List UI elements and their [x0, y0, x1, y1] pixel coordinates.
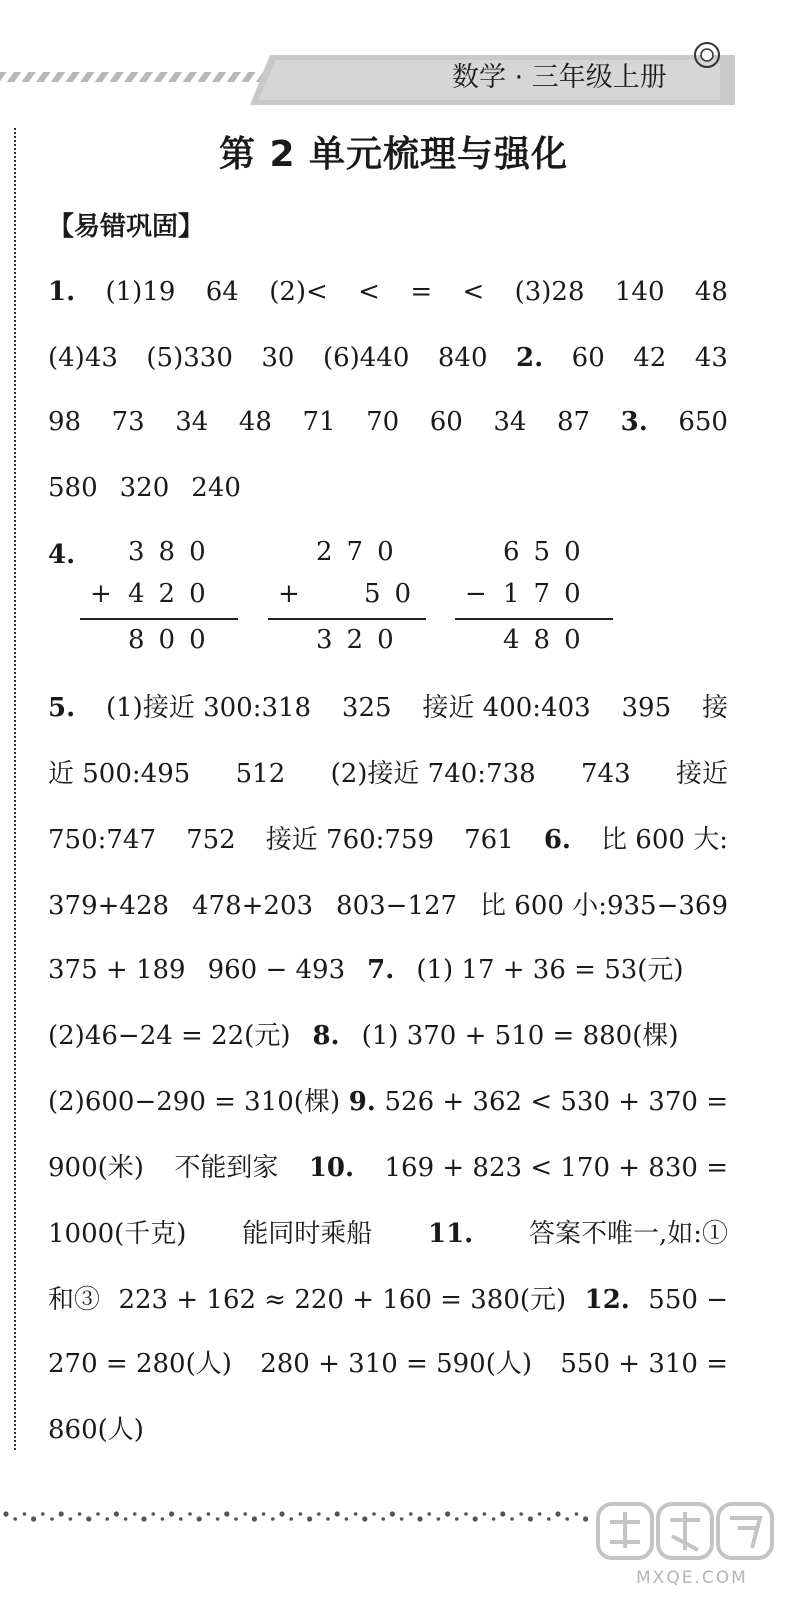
answer-text: 接近 760:759 — [265, 825, 435, 855]
decor-dot — [13, 1517, 17, 1521]
decor-dot — [483, 1512, 487, 1516]
decor-dot — [510, 1517, 514, 1521]
answer-text: 接 — [701, 693, 728, 723]
decor-dot — [133, 1512, 137, 1516]
answer-text: 960 − 493 — [207, 955, 346, 985]
answer-text: (2)600−290 = 310(棵) — [48, 1087, 341, 1117]
answer-text: 750:747 — [48, 825, 157, 855]
decor-dot — [400, 1517, 404, 1521]
decor-dot — [372, 1512, 376, 1516]
calc-top: 270 — [316, 537, 408, 567]
decor-dot — [216, 1517, 220, 1521]
answer-text: 比 600 大: — [601, 825, 728, 855]
decor-dot — [179, 1517, 183, 1521]
question-number: 7. — [367, 955, 395, 985]
decor-dot — [390, 1511, 395, 1516]
answer-line — [48, 1014, 728, 1058]
decor-dot — [417, 1516, 422, 1521]
answer-text: 70 — [366, 407, 400, 437]
answer-text: (5)330 — [146, 343, 233, 373]
decor-dot — [547, 1517, 551, 1521]
decor-dot — [279, 1511, 284, 1516]
question-number: 11. — [427, 1219, 474, 1249]
decor-dot — [538, 1512, 542, 1516]
answer-line — [48, 686, 728, 730]
answer-text: (6)440 — [322, 343, 410, 373]
answer-text: 223 + 162 ≈ 220 + 160 = 380(元) — [118, 1285, 567, 1315]
question-number: 3. — [620, 407, 648, 437]
question-number: 1. — [48, 277, 76, 307]
answer-text: 接近 400:403 — [422, 693, 591, 723]
answer-text: 1000(千克) — [48, 1219, 187, 1249]
calc-result: 320 — [316, 625, 408, 655]
decor-dot — [161, 1517, 165, 1521]
answer-line — [48, 1146, 728, 1190]
answer-text: 395 — [621, 693, 672, 723]
vertical-calc-3 — [455, 532, 615, 662]
answer-line — [48, 948, 728, 992]
decor-dot — [114, 1511, 119, 1516]
decor-dot — [141, 1516, 146, 1521]
answer-text: 512 — [235, 759, 286, 789]
question-number: 12. — [584, 1285, 630, 1315]
decor-dot — [207, 1512, 211, 1516]
decor-dot — [445, 1511, 450, 1516]
answer-text: 接近 — [675, 759, 728, 789]
answer-text: 73 — [111, 407, 145, 437]
answer-text: 580 — [48, 473, 98, 503]
decor-dot — [583, 1516, 588, 1521]
answer-text: 650 — [678, 407, 728, 437]
decor-dot — [69, 1517, 73, 1521]
decor-dot — [455, 1517, 459, 1521]
answer-text: (2)< — [269, 277, 328, 307]
answer-text: < — [358, 277, 380, 307]
answer-text: 不能到家 — [174, 1153, 279, 1183]
answer-line — [48, 466, 728, 510]
answer-text: 比 600 小:935−369 — [480, 891, 728, 921]
decor-dot — [409, 1512, 413, 1516]
answer-text: 能同时乘船 — [242, 1219, 373, 1249]
answer-text: (1)接近 300:318 — [105, 693, 312, 723]
decor-dot — [271, 1517, 275, 1521]
calc-operator: − — [465, 579, 501, 609]
decor-dot — [427, 1512, 431, 1516]
decor-dot — [169, 1511, 174, 1516]
decor-dot — [23, 1512, 27, 1516]
answer-text: 325 — [341, 693, 392, 723]
decor-dot — [124, 1517, 128, 1521]
decor-dot — [151, 1512, 155, 1516]
decor-dot — [565, 1517, 569, 1521]
decor-dot — [317, 1512, 321, 1516]
decor-dot — [519, 1512, 523, 1516]
answer-text: (3)28 — [514, 277, 585, 307]
answer-text: 526 + 362 < 530 + 370 = — [384, 1087, 728, 1117]
answer-line — [48, 1212, 728, 1256]
calc-operator: + — [90, 579, 126, 609]
answer-text: 48 — [238, 407, 272, 437]
answer-text: 860(人) — [48, 1415, 144, 1445]
answer-text: 71 — [302, 407, 336, 437]
calc-result: 480 — [503, 625, 595, 655]
answer-text: (2)接近 740:738 — [330, 759, 536, 789]
answer-text: 240 — [191, 473, 241, 503]
answer-text: 840 — [437, 343, 488, 373]
answer-line — [48, 1080, 728, 1124]
answer-line — [48, 1342, 728, 1386]
decor-dot — [3, 1511, 8, 1516]
decor-dot — [105, 1517, 109, 1521]
answer-text: 743 — [581, 759, 631, 789]
decor-dot — [473, 1516, 478, 1521]
answer-text: 48 — [694, 277, 728, 307]
question-number: 5. — [48, 693, 76, 723]
answer-text: 98 — [48, 407, 82, 437]
decor-dot — [528, 1516, 533, 1521]
decor-dot — [31, 1516, 36, 1521]
answer-text: 64 — [205, 277, 239, 307]
calc-bottom: 50 — [364, 579, 426, 609]
question-number: 6. — [543, 825, 571, 855]
answer-text: 761 — [464, 825, 514, 855]
decor-dot — [86, 1516, 91, 1521]
answer-line — [48, 1408, 728, 1452]
calc-top: 650 — [503, 537, 595, 567]
question-number: 10. — [308, 1153, 355, 1183]
question-number: 9. — [348, 1087, 376, 1117]
decor-dot — [234, 1517, 238, 1521]
answer-text: 803−127 — [336, 891, 458, 921]
decor-dot — [262, 1512, 266, 1516]
calc-result: 800 — [128, 625, 220, 655]
decor-dot — [500, 1511, 505, 1516]
answer-text: 169 + 823 < 170 + 830 = — [384, 1153, 728, 1183]
decor-dot — [326, 1517, 330, 1521]
answer-text: = — [410, 277, 433, 307]
answer-text: (1) 370 + 510 = 880(棵) — [361, 1021, 679, 1051]
answer-text: 43 — [694, 343, 728, 373]
decor-dot — [59, 1511, 64, 1516]
decor-dot — [289, 1517, 293, 1521]
answer-text: 320 — [119, 473, 170, 503]
question-number: 8. — [312, 1021, 340, 1051]
decor-dot — [307, 1516, 312, 1521]
decor-dot — [381, 1517, 385, 1521]
decor-dot — [492, 1517, 496, 1521]
decor-dot — [78, 1512, 82, 1516]
answer-text: 30 — [261, 343, 295, 373]
answer-line — [48, 752, 728, 796]
answer-line — [48, 336, 728, 380]
answer-text: 270 = 280(人) — [48, 1349, 232, 1379]
answer-text: 550 − — [648, 1285, 728, 1315]
answer-text: 375 + 189 — [48, 955, 186, 985]
answer-text: 87 — [557, 407, 591, 437]
calc-bottom: 420 — [128, 579, 220, 609]
section-label: 【易错巩固】 — [48, 212, 205, 242]
decor-dot — [224, 1511, 229, 1516]
decor-dot — [354, 1512, 358, 1516]
decor-dot — [362, 1516, 367, 1521]
answer-text: 140 — [614, 277, 665, 307]
answer-line — [48, 1278, 728, 1322]
question-number: 2. — [516, 343, 544, 373]
decor-dot — [335, 1511, 340, 1516]
answer-text: 答案不唯一,如:① — [528, 1219, 728, 1249]
answer-text: 280 + 310 = 590(人) — [260, 1349, 533, 1379]
answer-text: 近 500:495 — [48, 759, 191, 789]
margin-dotted-line — [14, 128, 16, 1450]
decor-dot — [96, 1512, 100, 1516]
answer-text: 60 — [571, 343, 605, 373]
question-4-number: 4. — [48, 540, 76, 570]
answer-text: 379+428 — [48, 891, 170, 921]
answer-text: (2)46−24 = 22(元) — [48, 1021, 291, 1051]
calc-operator: + — [278, 579, 314, 609]
calc-top: 380 — [128, 537, 220, 567]
decor-dot — [345, 1517, 349, 1521]
answer-line — [48, 884, 728, 928]
header-title: 数学 · 三年级上册 — [452, 62, 667, 93]
decor-dot — [252, 1516, 257, 1521]
watermark-text: MXQE.COM — [636, 1568, 748, 1588]
answer-line — [48, 818, 728, 862]
answer-text: 478+203 — [192, 891, 314, 921]
decor-dot — [197, 1516, 202, 1521]
decor-dot — [464, 1512, 468, 1516]
decor-dot — [555, 1511, 560, 1516]
answer-text: (4)43 — [48, 343, 118, 373]
answer-text: 34 — [175, 407, 209, 437]
answer-text: 550 + 310 = — [560, 1349, 728, 1379]
decor-dot — [50, 1517, 54, 1521]
answer-line — [48, 270, 728, 314]
decor-dot — [243, 1512, 247, 1516]
decor-dot — [41, 1512, 45, 1516]
answer-text: 60 — [429, 407, 463, 437]
answer-text: 42 — [633, 343, 667, 373]
answer-text: (1)19 — [105, 277, 176, 307]
decor-dot — [437, 1517, 441, 1521]
decor-dot — [188, 1512, 192, 1516]
answer-text: 和③ — [48, 1285, 101, 1315]
answer-text: < — [462, 277, 485, 307]
calc-bottom: 170 — [503, 579, 595, 609]
decor-dot — [299, 1512, 303, 1516]
vertical-calc-2 — [268, 532, 428, 662]
answer-line — [48, 400, 728, 444]
answer-text: 34 — [493, 407, 527, 437]
page-title: 第 2 单元梳理与强化 — [218, 134, 569, 175]
decor-dot — [575, 1512, 579, 1516]
answer-text: (1) 17 + 36 = 53(元) — [416, 955, 684, 985]
vertical-calc-1 — [80, 532, 240, 662]
answer-text: 752 — [186, 825, 236, 855]
answer-text: 900(米) — [48, 1153, 144, 1183]
